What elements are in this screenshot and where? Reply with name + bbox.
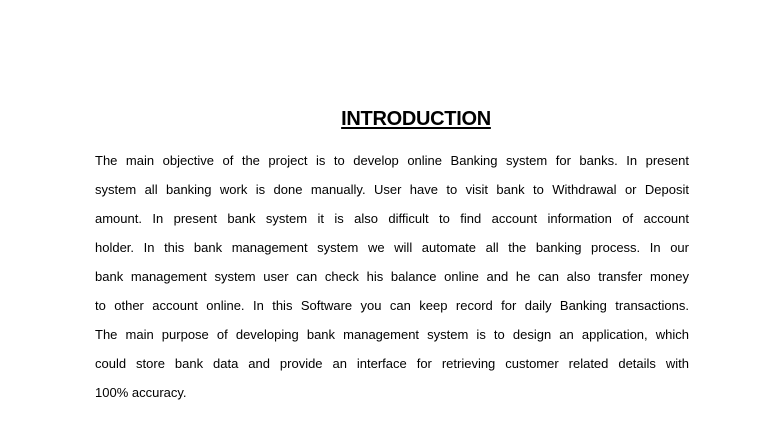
paragraph-line: The main objective of the project is to develop online Banking system for banks. In present bbox=[95, 153, 689, 168]
page-title bbox=[0, 96, 784, 133]
paragraph-line: The main purpose of developing bank management system is to design an application, which bbox=[95, 327, 689, 342]
paragraph-line: amount. In present bank system it is also difficult to find account information of account bbox=[95, 211, 689, 226]
paragraph-line: could store bank data and provide an interface for retrieving customer related details with bbox=[95, 356, 689, 371]
introduction-paragraph bbox=[95, 146, 689, 407]
introduction-heading: INTRODUCTION bbox=[341, 108, 491, 130]
paragraph-line: 100% accuracy. bbox=[95, 385, 187, 400]
paragraph-line: to other account online. In this Software you can keep record for daily Banking transactions. bbox=[95, 298, 689, 313]
paragraph-line: bank management system user can check his balance online and he can also transfer money bbox=[95, 269, 689, 284]
paragraph-line: holder. In this bank management system we will automate all the banking process. In our bbox=[95, 240, 689, 255]
paragraph-line: system all banking work is done manually. User have to visit bank to Withdrawal or Deposit bbox=[95, 182, 689, 197]
